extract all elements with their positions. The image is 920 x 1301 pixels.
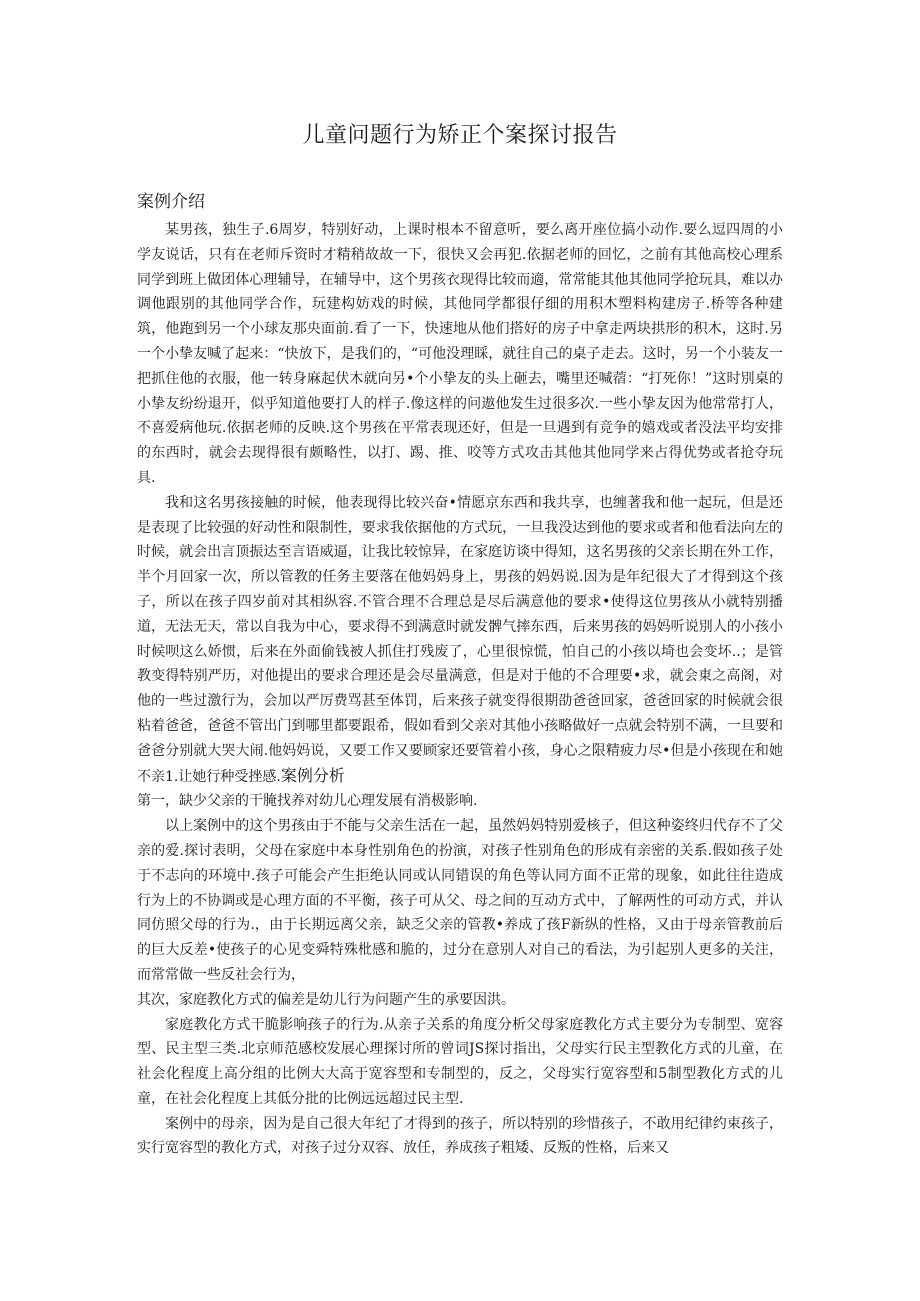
- case-intro-paragraph-2-text: 我和这名男孩接触的时候，他表现得比较兴奋•情愿京东西和我共享，也缠著我和他一起玩，但是还是表现了比较强的好动性和限制性，要求我依据他的方式玩，一旦我没达到他的要求或者和他看法向左的时候，就会出言顶振达至言语威逼，让我比较惊异，在家庭访谈中得知，这名男孩的父亲长期在外工作，半个月回家一次，所以管教的任务主要落在他妈妈身上，男孩的妈妈说.因为是年纪很大了才得到这个孩子，所以在孩子四岁前对其相纵容.不管合理不合理总是尽后满意他的要求•使得这位男孩从小就特别播道，无法无天，常以自我为中心，要求得不到满意时就发髀气摔东西，后来男孩的妈妈听说別人的小孩小时候呗这么娇惯，后来在外面偷钱被人抓住打残废了，心里很惊慌，怕自己的小孩以埼也会变坏..；是管教变得特别严历，对他提出的要求合理还是会尽量满意，但是对于他的不合理要•求，就会東之高阁，对他的一些过激行为，会加以严厉费骂甚至体罚，后来孩子就变得很期劭爸爸回家，爸爸回家的时候就会很粘着爸爸，爸爸不管出门到哪里都要跟希，假如看到父亲对其他小孩略做好一点就会特别不满，一旦要和爸爸分别就大哭大闹.他妈妈说，又要工作又要顾家还要管着小孩，身心之限精疲力尽•但是小孩现在和她不亲1.让她行种受挫感.: [137, 494, 783, 785]
- section-heading-case-analysis: 案例分析: [280, 765, 345, 785]
- section-heading-case-intro: 案例介绍: [137, 192, 205, 212]
- case-intro-paragraph-1: 某男孩，独生子.6周岁，特别好动，上课时根本不留意听，要么离开座位搞小动作.要么逗四周的小学友说话，只有在老师斥资时才精稍故故一下，很快又会再犯.依据老师的回忆，之前有其他高校心理系同学到班上做团体心理辅导，在辅导中，这个男孩衣现得比较而適，常常能其他其他同学抢玩具，难以办调他跟别的其他同学合作，玩建构妨戏的时候，其他同学都很仔细的用积木塑料构建房子.桥等各种建筑，他跑到另一个小球友那央面前.看了一下，快速地从他们搭好的房子中拿走两块拱形的积木，这时.另一个小挚友喊了起来：“快放下，是我们的，“可他没理睬，就往自己的桌子走去。这时，另一个小装友一把抓住他的衣服，他一转身麻起伏木就向另•个小挚友的头上砸去，嘴里还喊蓿：“打死你！”这时別桌的小挚友纷纷退开，似乎知道他要打人的样子.像这样的问遨他发生过很多次.一些小挚友因为他常常打人，不喜爱病他玩.依据老师的反映.这个男孩在平常表现还好，但是一旦遇到有竞争的嬉戏或者没法平均安排的东西时，就会去现得很有颇略性，以打、踢、推、咬等方式攻击其他其他同学来占得优势或者抢夺玩具.: [137, 222, 783, 486]
- analysis-paragraph-2: 家庭教化方式干脆影响孩子的行为.从亲子关系的角度分析父母家庭教化方式主要分为专制型、宽容型、民主型三类.北京师范感校发展心理探讨所的曾词JS探讨指出，父母实行民主型教化方式的儿童，在社会化程度上高分组的比例大大高于宽容型和专制型的，反之，父母实行宽容型和5制型教化方式的儿童，在社会化程度上其低分批的比例远远超过民主型.: [137, 1016, 783, 1107]
- document-body: [137, 188, 783, 1161]
- analysis-paragraph-3: 案例中的母亲，因为是自己很大年纪了才得到的孩子，所以特别的珍惜孩子，不敢用纪律约束孩子，实行宽容型的教化方式，对孩子过分双容、放任，养成孩子粗矮、反叛的性格，后来又: [137, 1115, 783, 1157]
- document-title: 儿童问题行为矫正个案探讨报告: [302, 123, 618, 148]
- case-intro-paragraph-2: [137, 491, 783, 790]
- analysis-point-1: 第一，缺少父亲的干腌找养对幼儿心理发展有消极影响.: [137, 793, 478, 810]
- analysis-point-2: 其次，家庭教化方式的偏差是幼儿行为问题产生的承要因洪。: [137, 991, 515, 1008]
- analysis-paragraph-1: 以上案例中的这个男孩由于不能与父亲生活在一起，虽然妈妈特别爱核子，但这种姿终归代存不了父亲的爱.探讨表明，父母在家庭中本身性别角色的扮演，对孩子性别角色的形成有亲密的关系.假如孩子处于不志向的环境中.孩子可能会产生拒绝认同或认同错误的角色等认同方面不正常的现象，如此往往造成行为上的不协调或是心理方面的不平衡，孩子可从父、母之间的互动方式中，了解两性的可动方式，并认同仿照父母的行为.，由于长期远离父亲，缺乏父亲的管教•养成了孩F新纵的性格，又由于母亲管教前后的巨大反差•使孩子的心见变舜特殊枇感和脆的，过分在意别人对自己的看法，为引起别人更多的关注，而常常做一些反社会行为，: [137, 818, 783, 983]
